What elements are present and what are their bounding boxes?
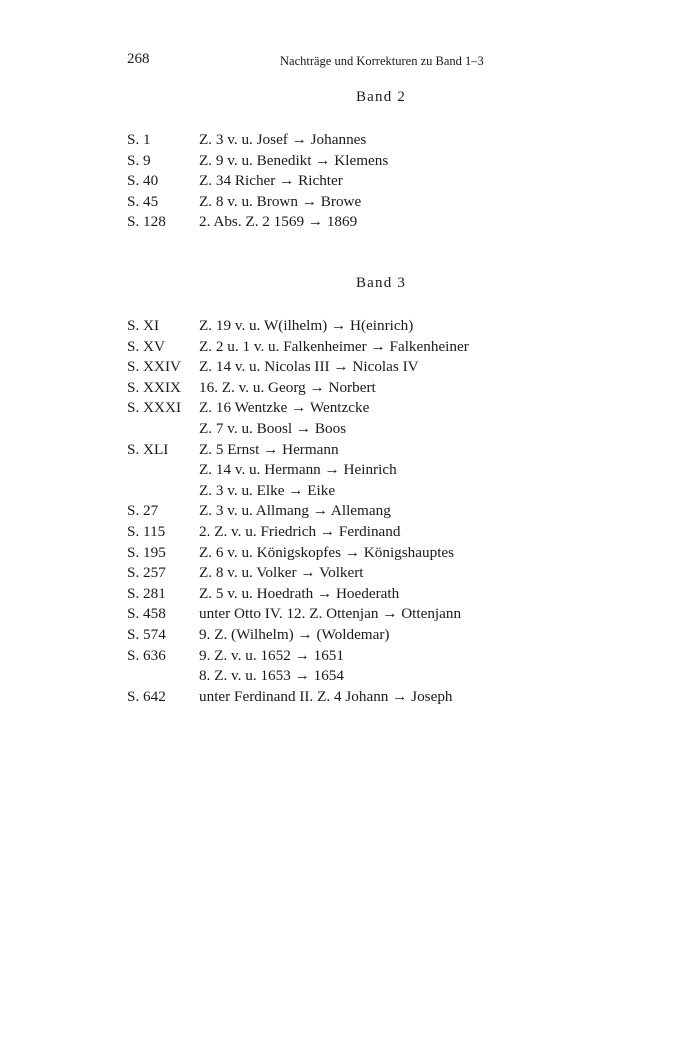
correction-entry (127, 543, 627, 564)
page-reference: S. 45 (127, 192, 159, 210)
correction-entry (127, 501, 627, 522)
correction-entry (127, 481, 627, 502)
running-head: Nachträge und Korrekturen zu Band 1–3 (280, 54, 484, 68)
page-reference (127, 460, 199, 481)
correction-text: 2. Abs. Z. 2 1569 → 1869 (199, 213, 358, 231)
correction-text: unter Otto IV. 12. Z. Ottenjan → Ottenjann (199, 605, 462, 623)
correction-text: 16. Z. v. u. Georg → Norbert (199, 378, 376, 396)
correction-text: Z. 6 v. u. Königskopfes → Königshauptes (199, 543, 455, 561)
correction-entry (127, 316, 627, 337)
correction-entry (127, 419, 627, 440)
correction-entry (127, 378, 627, 399)
page-reference: S. 458 (127, 605, 166, 623)
correction-text: Z. 14 v. u. Hermann → Heinrich (199, 461, 397, 479)
correction-text: Z. 19 v. u. W(ilhelm) → H(einrich) (199, 317, 414, 334)
page-reference: S. 40 (127, 172, 159, 190)
correction-entry (127, 130, 627, 151)
correction-text: Z. 8 v. u. Volker → Volkert (199, 564, 364, 582)
page-reference: S. 128 (127, 213, 166, 231)
page-reference (127, 666, 199, 687)
page-reference (127, 419, 199, 440)
correction-entry (127, 192, 627, 213)
correction-entry (127, 522, 627, 543)
page-reference: S. XV (127, 337, 165, 355)
correction-text: 2. Z. v. u. Friedrich → Ferdinand (199, 522, 401, 540)
correction-text: Z. 3 v. u. Josef → Johannes (199, 131, 367, 148)
page-reference: S. 574 (127, 625, 166, 643)
correction-entry (127, 171, 627, 192)
correction-text: unter Ferdinand II. Z. 4 Johann → Joseph (199, 687, 453, 705)
page-reference: S. 27 (127, 502, 159, 520)
correction-entry (127, 212, 627, 233)
page-reference (127, 481, 199, 502)
correction-entry (127, 584, 627, 605)
correction-text: 9. Z. v. u. 1652 → 1651 (199, 646, 344, 664)
correction-entry (127, 563, 627, 584)
corrections-list-band-3 (127, 316, 627, 707)
correction-entry (127, 666, 627, 687)
page-reference: S. XXXI (127, 399, 182, 417)
page-reference: S. 1 (127, 131, 151, 148)
page-reference: S. XXIV (127, 358, 182, 376)
correction-entry (127, 337, 627, 358)
correction-text: 9. Z. (Wilhelm) → (Woldemar) (199, 625, 390, 643)
correction-text: Z. 3 v. u. Elke → Eike (199, 481, 336, 499)
correction-text: Z. 16 Wentzke → Wentzcke (199, 399, 370, 417)
corrections-list-band-2 (127, 130, 627, 233)
correction-text: Z. 9 v. u. Benedikt → Klemens (199, 151, 389, 169)
page-reference: S. 281 (127, 584, 166, 602)
correction-text: Z. 8 v. u. Brown → Browe (199, 192, 362, 210)
correction-entry (127, 440, 627, 461)
page-reference: S. XXIX (127, 378, 182, 396)
page-number: 268 (127, 51, 150, 67)
correction-text: Z. 14 v. u. Nicolas III → Nicolas IV (199, 358, 419, 376)
correction-entry (127, 625, 627, 646)
correction-text: Z. 3 v. u. Allmang → Allemang (199, 502, 391, 520)
page-reference: S. 257 (127, 564, 166, 582)
correction-entry (127, 604, 627, 625)
correction-entry (127, 357, 627, 378)
correction-entry (127, 646, 627, 667)
page-reference: S. XLI (127, 440, 169, 458)
section-heading-band-2: Band 2 (355, 89, 407, 105)
correction-entry (127, 151, 627, 172)
correction-text: Z. 7 v. u. Boosl → Boos (199, 419, 347, 437)
page-reference: S. 636 (127, 646, 166, 664)
correction-text: Z. 5 v. u. Hoedrath → Hoederath (199, 584, 400, 602)
correction-text: Z. 2 u. 1 v. u. Falkenheimer → Falkenheiner (199, 337, 469, 355)
correction-text: Z. 5 Ernst → Hermann (199, 440, 339, 458)
page-reference: S. 9 (127, 151, 151, 169)
page-reference: S. XI (127, 317, 160, 334)
correction-text: 8. Z. v. u. 1653 → 1654 (199, 667, 344, 685)
correction-entry (127, 460, 627, 481)
correction-entry (127, 398, 627, 419)
section-heading-band-3: Band 3 (355, 275, 407, 291)
correction-entry (127, 687, 627, 708)
correction-text: Z. 34 Richer → Richter (199, 172, 343, 190)
page-reference: S. 642 (127, 687, 166, 705)
page-reference: S. 195 (127, 543, 166, 561)
page-reference: S. 115 (127, 522, 166, 540)
